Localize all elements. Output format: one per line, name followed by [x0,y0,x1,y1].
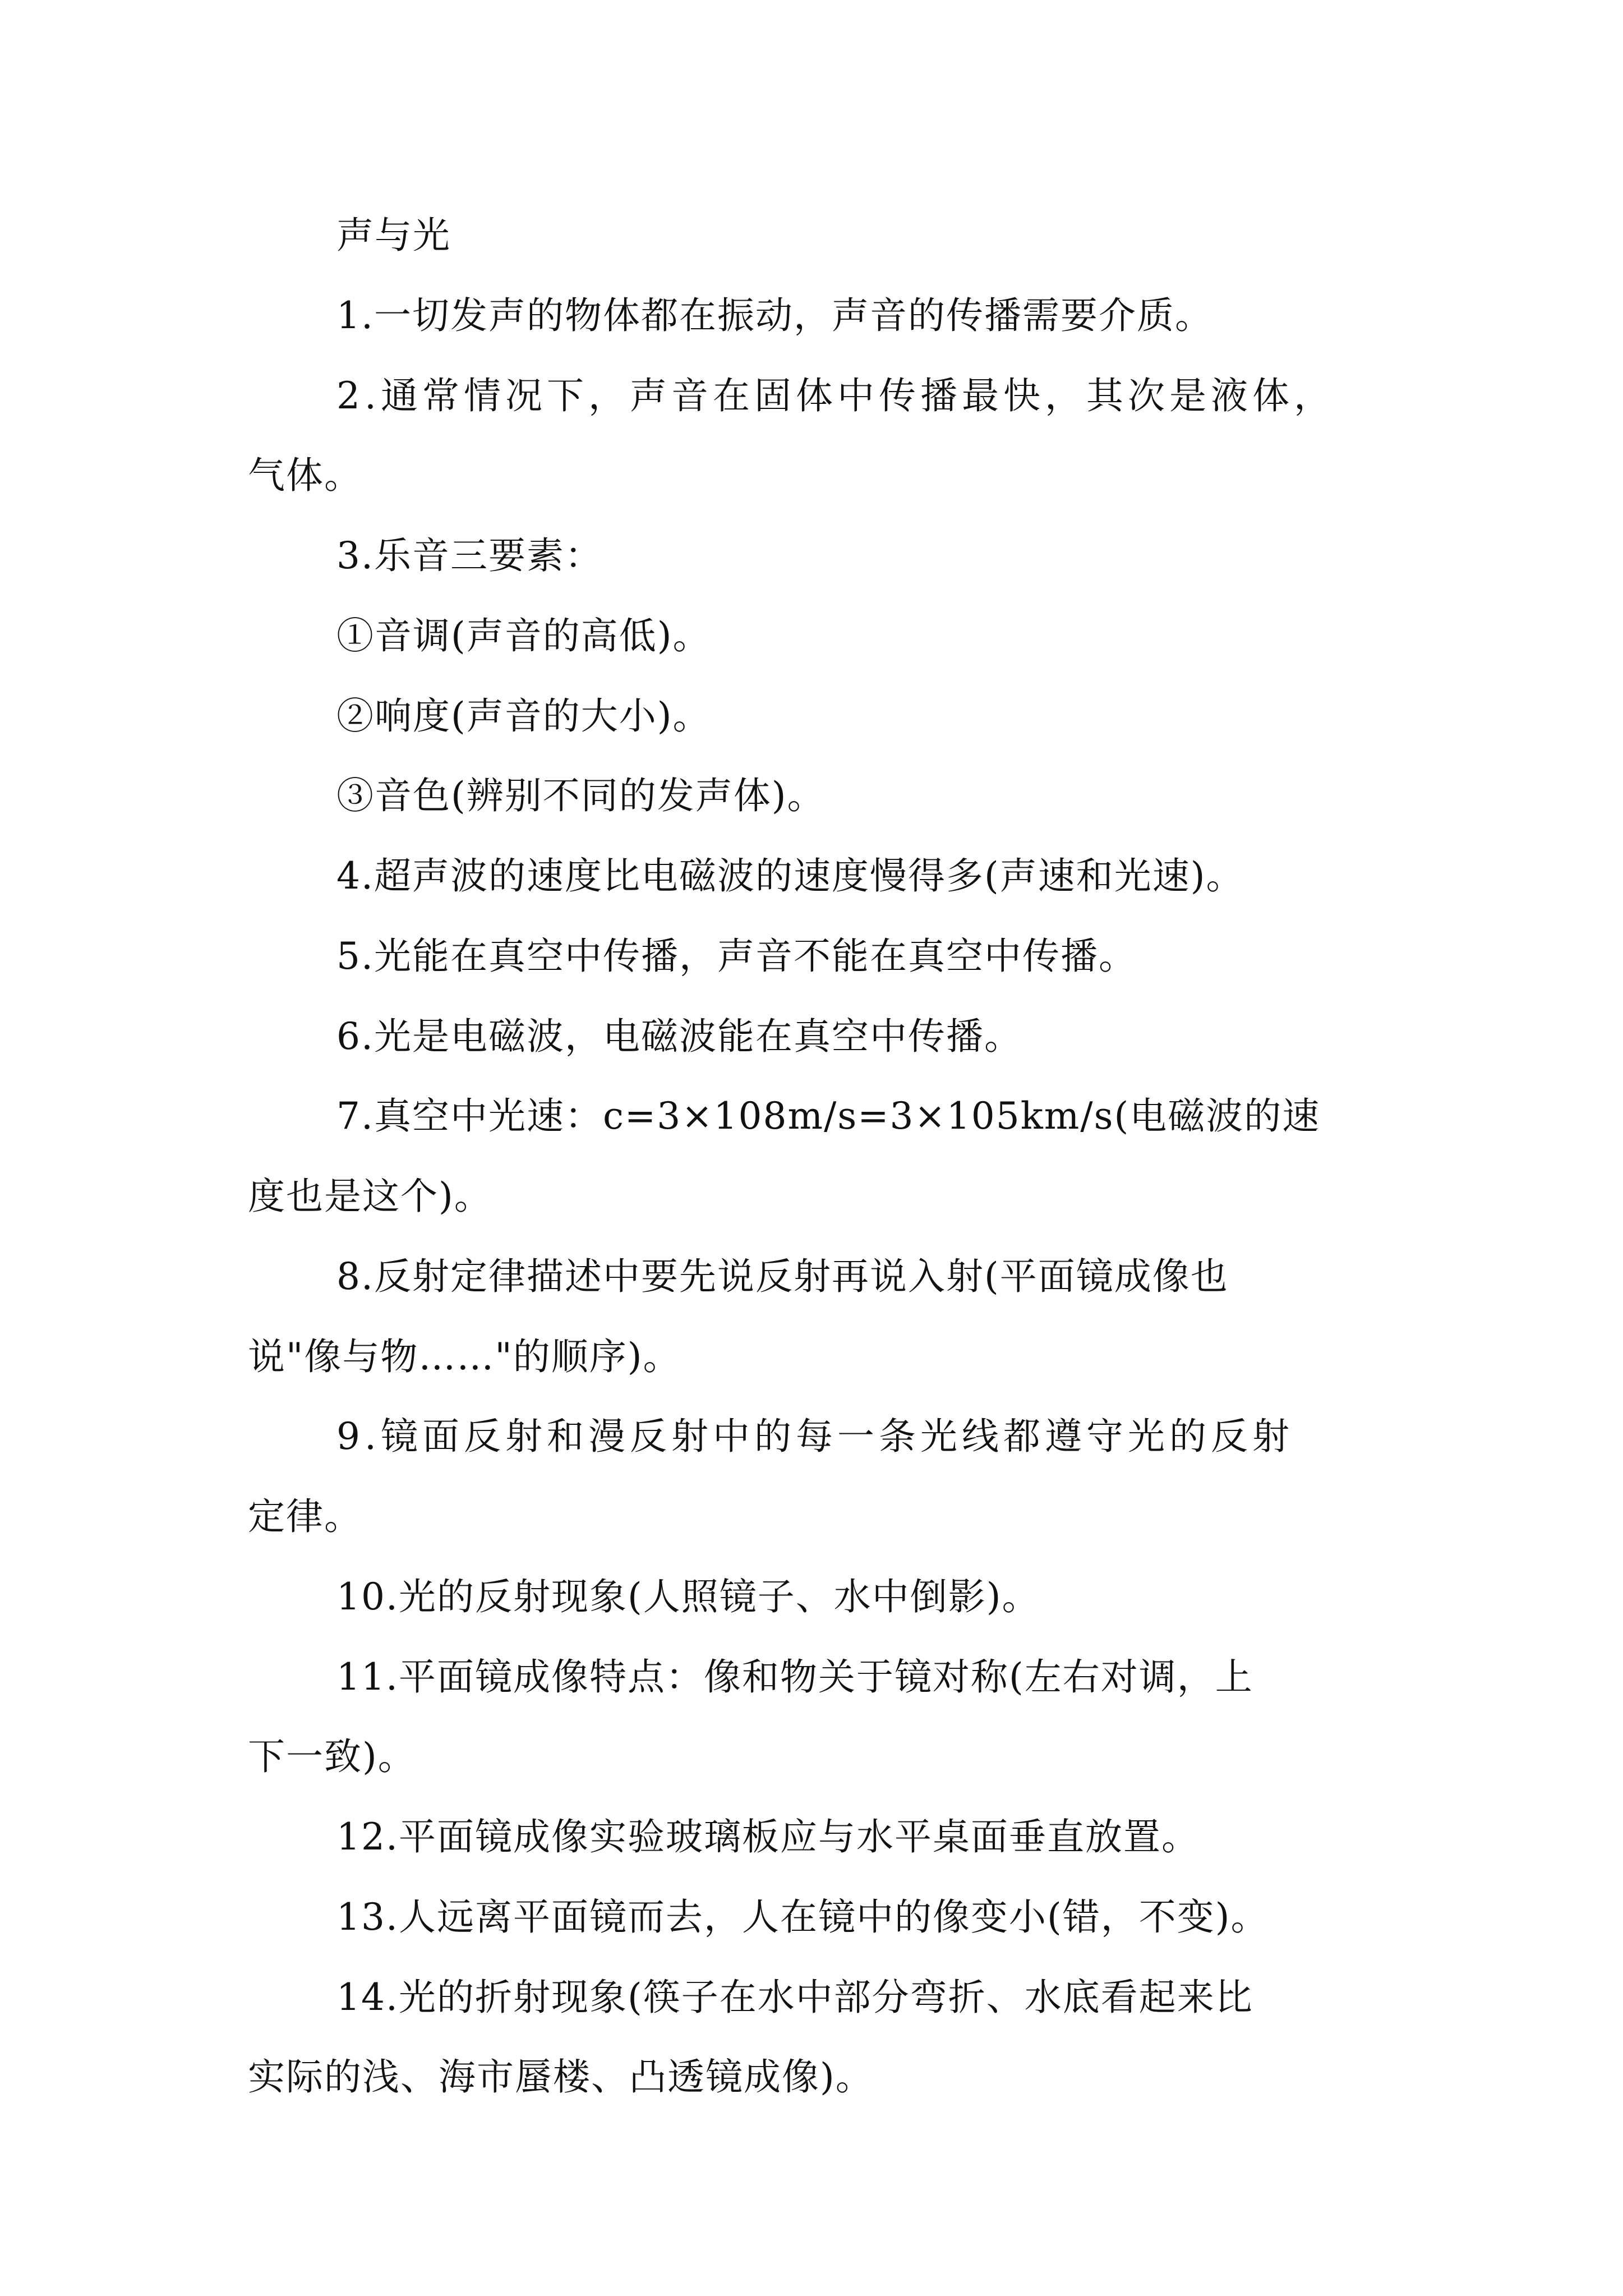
text-line: ③音色(辨别不同的发声体)。 [336,774,826,817]
text-line: ②响度(声音的大小)。 [336,694,711,738]
text-line: 3.乐音三要素： [336,534,603,577]
text-line: 8.反射定律描述中要先说反射再说入射(平面镜成像也 [336,1255,1229,1298]
text-line: 5.光能在真空中传播，声音不能在真空中传播。 [336,935,1137,978]
section-title: 声与光 [336,214,451,257]
text-line: 7.真空中光速：c=3×108m/s=3×105km/s(电磁波的速 [336,1094,1321,1138]
text-line: 实际的浅、海市蜃楼、凸透镜成像)。 [248,2055,874,2099]
text-line: 2.通常情况下，声音在固体中传播最快，其次是液体， [336,374,1335,417]
text-line: 11.平面镜成像特点：像和物关于镜对称(左右对调，上 [336,1655,1253,1699]
text-line: 10.光的反射现象(人照镜子、水中倒影)。 [336,1575,1040,1618]
text-line: 定律。 [248,1495,362,1538]
text-line: 12.平面镜成像实验玻璃板应与水平桌面垂直放置。 [336,1815,1200,1858]
text-line: 说"像与物……"的顺序)。 [248,1335,681,1378]
text-line: 1.一切发声的物体都在振动，声音的传播需要介质。 [336,294,1213,337]
text-line: 度也是这个)。 [248,1175,492,1218]
text-line: 4.超声波的速度比电磁波的速度慢得多(声速和光速)。 [336,854,1244,898]
text-line: 13.人远离平面镜而去，人在镜中的像变小(错，不变)。 [336,1895,1269,1939]
text-line: 气体。 [248,454,362,497]
text-line: 9.镜面反射和漫反射中的每一条光线都遵守光的反射 [336,1415,1294,1458]
text-line: ①音调(声音的高低)。 [336,614,711,657]
text-line: 14.光的折射现象(筷子在水中部分弯折、水底看起来比 [336,1976,1253,2019]
text-line: 下一致)。 [248,1735,416,1778]
text-line: 6.光是电磁波，电磁波能在真空中传播。 [336,1015,1022,1058]
